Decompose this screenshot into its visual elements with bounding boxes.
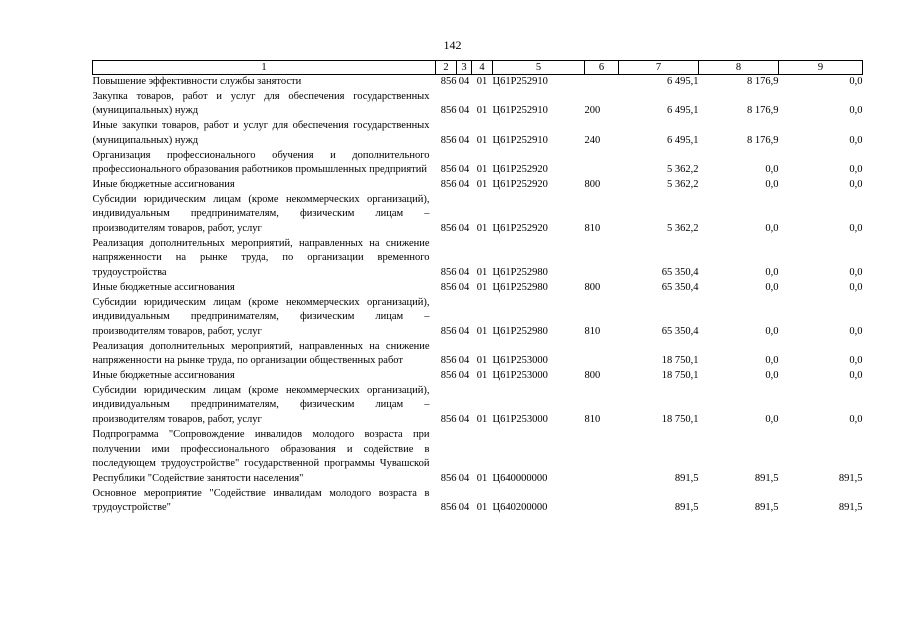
target-article-code: Ц61Р252920 — [492, 178, 548, 190]
target-article-code: Ц61Р253000 — [492, 370, 548, 382]
amount-col9: 0,0 — [849, 178, 863, 190]
amount-col8: 0,0 — [765, 178, 779, 190]
amount-col7: 65 350,4 — [661, 325, 699, 337]
section-code: 04 — [458, 281, 470, 293]
ministry-code: 856 — [440, 281, 457, 293]
item-name: Подпрограмма "Сопровождение инвалидов молодого возраста при получении ими профессионального образования и содействие в последующем трудоустройстве" государственной программы Чувашской Республики "Содействие занятости населения" — [92, 428, 430, 484]
target-article-code: Ц61Р252980 — [492, 325, 548, 337]
ministry-code: 856 — [440, 178, 457, 190]
table-row — [93, 384, 863, 428]
section-code: 04 — [458, 223, 470, 235]
item-name: Организация профессионального обучения и дополнительного профессионального образования работников промышленных предприятий — [92, 149, 430, 176]
table-row — [93, 193, 863, 237]
subsection-code: 01 — [476, 134, 488, 146]
ministry-code: 856 — [440, 472, 457, 484]
target-article-code: Ц61Р253000 — [492, 414, 548, 426]
expense-type-code — [585, 237, 619, 281]
amount-col8: 0,0 — [765, 414, 779, 426]
item-name: Субсидии юридическим лицам (кроме некоммерческих организаций), индивидуальным предпринимателям, физическим лицам – производителям товаров, работ, услуг — [92, 296, 430, 337]
expense-type-code — [585, 75, 619, 90]
amount-col9: 0,0 — [849, 325, 863, 337]
target-article-code: Ц640000000 — [492, 472, 548, 484]
amount-col9: 0,0 — [849, 267, 863, 279]
section-code: 04 — [458, 105, 470, 117]
column-header-2: 2 — [436, 61, 457, 75]
amount-col8: 8 176,9 — [747, 134, 779, 146]
subsection-code: 01 — [476, 355, 488, 367]
table-row — [93, 281, 863, 296]
amount-col9: 0,0 — [849, 105, 863, 117]
table-row — [93, 90, 863, 119]
subsection-code: 01 — [476, 502, 488, 514]
amount-col8: 891,5 — [754, 502, 779, 514]
expense-type-code — [585, 340, 619, 369]
section-code: 04 — [458, 414, 470, 426]
expense-type-code: 800 — [584, 281, 601, 293]
item-name: Иные бюджетные ассигнования — [92, 370, 235, 382]
amount-col8: 0,0 — [765, 355, 779, 367]
column-header-7: 7 — [619, 61, 699, 75]
amount-col8: 0,0 — [765, 164, 779, 176]
target-article-code: Ц61Р252910 — [492, 134, 548, 146]
table-row — [93, 75, 863, 90]
column-header-9: 9 — [779, 61, 863, 75]
target-article-code: Ц61Р252910 — [492, 105, 548, 117]
amount-col9: 0,0 — [849, 370, 863, 382]
amount-col7: 891,5 — [674, 472, 699, 484]
amount-col8: 8 176,9 — [747, 76, 779, 87]
target-article-code: Ц61Р252980 — [492, 267, 548, 279]
amount-col9: 0,0 — [849, 164, 863, 176]
amount-col7: 18 750,1 — [661, 370, 699, 382]
column-header-6: 6 — [585, 61, 619, 75]
table-row — [93, 149, 863, 178]
expense-type-code: 240 — [584, 134, 601, 146]
amount-col9: 0,0 — [849, 414, 863, 426]
ministry-code: 856 — [440, 76, 457, 87]
column-header-5: 5 — [493, 61, 585, 75]
column-header-1: 1 — [93, 61, 436, 75]
subsection-code: 01 — [476, 414, 488, 426]
table-row — [93, 178, 863, 193]
target-article-code: Ц61Р252920 — [492, 164, 548, 176]
subsection-code: 01 — [476, 76, 488, 87]
table-row — [93, 369, 863, 384]
amount-col9: 0,0 — [849, 134, 863, 146]
amount-col8: 891,5 — [754, 472, 779, 484]
section-code: 04 — [458, 164, 470, 176]
amount-col7: 6 495,1 — [667, 134, 699, 146]
amount-col8: 0,0 — [765, 223, 779, 235]
ministry-code: 856 — [440, 223, 457, 235]
amount-col9: 0,0 — [849, 281, 863, 293]
item-name: Субсидии юридическим лицам (кроме некоммерческих организаций), индивидуальным предпринимателям, физическим лицам – производителям товаров, работ, услуг — [92, 193, 430, 235]
item-name: Иные бюджетные ассигнования — [92, 281, 235, 293]
ministry-code: 856 — [440, 134, 457, 146]
ministry-code: 856 — [440, 325, 457, 337]
subsection-code: 01 — [476, 267, 488, 279]
amount-col7: 18 750,1 — [661, 355, 699, 367]
target-article-code: Ц61Р252910 — [492, 76, 548, 87]
target-article-code: Ц640200000 — [492, 502, 548, 514]
table-row — [93, 119, 863, 148]
item-name: Иные бюджетные ассигнования — [92, 178, 235, 190]
amount-col8: 0,0 — [765, 281, 779, 293]
item-name: Реализация дополнительных мероприятий, направленных на снижение напряженности на рынке труда, по организации временного трудоустройства — [92, 237, 430, 279]
budget-table — [92, 60, 863, 516]
amount-col9: 891,5 — [838, 472, 863, 484]
amount-col8: 0,0 — [765, 267, 779, 279]
target-article-code: Ц61Р252980 — [492, 281, 548, 293]
ministry-code: 856 — [440, 164, 457, 176]
section-code: 04 — [458, 134, 470, 146]
item-name: Основное мероприятие "Содействие инвалидам молодого возраста в трудоустройстве" — [92, 487, 430, 514]
table-row — [93, 237, 863, 281]
table-row — [93, 340, 863, 369]
page-number: 142 — [443, 38, 462, 52]
amount-col7: 6 495,1 — [667, 76, 699, 87]
section-code: 04 — [458, 472, 470, 484]
ministry-code: 856 — [440, 267, 457, 279]
target-article-code: Ц61Р253000 — [492, 355, 548, 367]
amount-col7: 65 350,4 — [661, 281, 699, 293]
subsection-code: 01 — [476, 370, 488, 382]
table-row — [93, 487, 863, 516]
table-row — [93, 428, 863, 487]
amount-col7: 5 362,2 — [667, 178, 699, 190]
table-body — [93, 75, 863, 517]
amount-col9: 0,0 — [849, 223, 863, 235]
subsection-code: 01 — [476, 325, 488, 337]
expense-type-code: 800 — [584, 178, 601, 190]
amount-col7: 5 362,2 — [667, 223, 699, 235]
expense-type-code: 810 — [584, 223, 601, 235]
item-name: Иные закупки товаров, работ и услуг для обеспечения государственных (муниципальных) нужд — [92, 120, 430, 146]
ministry-code: 856 — [440, 414, 457, 426]
column-header-4: 4 — [472, 61, 493, 75]
item-name: Субсидии юридическим лицам (кроме некоммерческих организаций), индивидуальным предпринимателям, физическим лицам – производителям товаров, работ, услуг — [92, 384, 430, 426]
section-code: 04 — [458, 370, 470, 382]
subsection-code: 01 — [476, 178, 488, 190]
amount-col9: 0,0 — [849, 76, 863, 87]
expense-type-code — [585, 428, 619, 487]
amount-col8: 0,0 — [765, 325, 779, 337]
expense-type-code — [585, 487, 619, 516]
subsection-code: 01 — [476, 164, 488, 176]
subsection-code: 01 — [476, 472, 488, 484]
ministry-code: 856 — [440, 502, 457, 514]
item-name: Повышение эффективности службы занятости — [92, 76, 302, 87]
expense-type-code — [585, 149, 619, 178]
section-code: 04 — [458, 76, 470, 87]
ministry-code: 856 — [440, 355, 457, 367]
expense-type-code: 810 — [584, 414, 601, 426]
item-name: Закупка товаров, работ и услуг для обеспечения государственных (муниципальных) нужд — [92, 90, 430, 117]
target-article-code: Ц61Р252920 — [492, 223, 548, 235]
column-header-3: 3 — [457, 61, 472, 75]
amount-col7: 18 750,1 — [661, 414, 699, 426]
expense-type-code: 800 — [584, 370, 601, 382]
section-code: 04 — [458, 325, 470, 337]
section-code: 04 — [458, 267, 470, 279]
amount-col7: 891,5 — [674, 502, 699, 514]
amount-col9: 891,5 — [838, 502, 863, 514]
amount-col7: 6 495,1 — [667, 105, 699, 117]
expense-type-code: 810 — [584, 325, 601, 337]
subsection-code: 01 — [476, 223, 488, 235]
ministry-code: 856 — [440, 105, 457, 117]
expense-type-code: 200 — [584, 105, 601, 117]
subsection-code: 01 — [476, 105, 488, 117]
amount-col7: 5 362,2 — [667, 164, 699, 176]
amount-col8: 0,0 — [765, 370, 779, 382]
amount-col7: 65 350,4 — [661, 267, 699, 279]
column-header-8: 8 — [699, 61, 779, 75]
table-row — [93, 296, 863, 340]
section-code: 04 — [458, 178, 470, 190]
amount-col8: 8 176,9 — [747, 105, 779, 117]
header-row — [93, 61, 863, 75]
ministry-code: 856 — [440, 370, 457, 382]
amount-col9: 0,0 — [849, 355, 863, 367]
section-code: 04 — [458, 502, 470, 514]
section-code: 04 — [458, 355, 470, 367]
item-name: Реализация дополнительных мероприятий, направленных на снижение напряженности на рынке труда, по организации общественных работ — [92, 340, 430, 367]
subsection-code: 01 — [476, 281, 488, 293]
